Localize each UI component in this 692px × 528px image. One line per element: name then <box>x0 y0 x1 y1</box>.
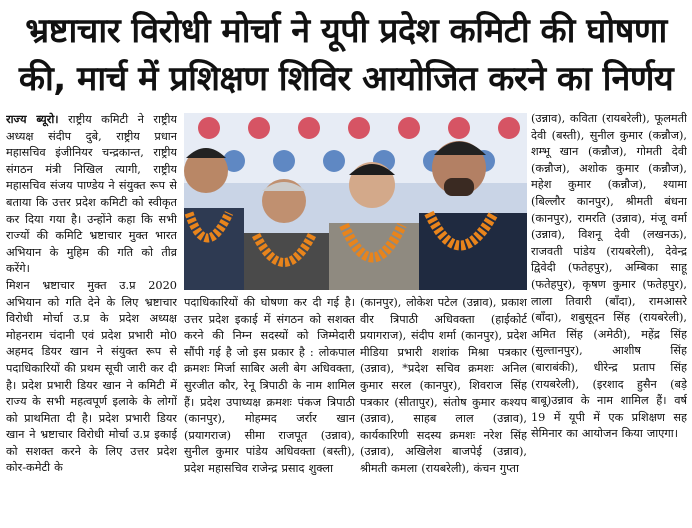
headline-line-1: भ्रष्टाचार विरोधी मोर्चा ने यूपी प्रदेश कमिटी की घोषणा <box>25 11 667 51</box>
headline-line-2: की, मार्च में प्रशिक्षण शिविर आयोजित करने का निर्णय <box>18 59 674 99</box>
article-paragraph: (उन्नाव), कविता (रायबरेली), फूलमती देवी (बस्ती), सुनील कुमार (कन्नौज), शम्भू खान (कन्नौज), गोमती देवी (कन्नौज), अशोक कुमार (कन्नौज), महेश कुमार (कन्नौज), श्यामा (बिल्लौर कानपुर), श्रीमती बंधना (कानपुर), रामरति (उन्नाव), मंजू वर्मा (उन्नाव), विशनू देवी (लखनऊ), राजवती पांडेय (रायबरेली), देवेन्द्र द्विवेदी (फतेहपुर), अम्बिका साहू (फतेहपुर), कृषण कुमार (फतेहपुर), लाला तिवारी (बाँदा), रामआसरे (बाँदा), शबुसूदन सिंह (रायबरेली), अमित सिंह (अमेठी), महेंद्र सिंह (सुल्तानपुर), आशीष सिंह (बाराबंकी), धीरेन्द्र प्रताप सिंह (रायबरेली), (इरशाद हुसैन (बड़े बाबू)उन्नाव के नाम शामिल हैं। <box>531 112 687 408</box>
headline <box>0 0 692 110</box>
article-paragraph: पदाधिकारियों की घोषणा कर दी गई है। उत्तर प्रदेश इकाई में संगठन को सशक्त करने की निम्न सदस्यों को जिम्मेदारी सौंपी गई है जो इस प्रकार है : लोकपाल क्रमशः मिर्जा साबिर अली बेग अधिवक्ता, सुरजीत कौर, रेनू त्रिपाठी के नाम शामिल हैं। प्रदेश उपाध्यक्ष क्रमशः पंकज त्रिपाठी (कानपुर), मोहम्मद जर्रार खान (प्रयागराज) सीमा राजपूत (उन्नाव), सुनील कुमार पांडेय अधिवक्ता (बस्ती), प्रदेश महासचिव राजेन्द्र प्रसाद शुक्ला <box>184 296 355 475</box>
group-photo-icon <box>184 113 527 290</box>
article-paragraph: राष्ट्रीय कमिटी ने राष्ट्रीय अध्यक्ष संदीप दुबे, राष्ट्रीय प्रधान महासचिव इंजीनियर चन्द्रकान्त, राष्ट्रीय संगठन मंत्री निखिल त्यागी, राष्ट्रीय महासचिव संजय पाण्डेय ने संयुक्त रूप से बताया कि उत्तर प्रदेश कमिटी को स्वीकृत कर दिया गया है। उन्होंने कहा कि सभी राज्यों की कमिटि भ्रष्टाचार मुक्त भारत अभियान के मुहिम की गति को तीव्र करेंगे। <box>6 113 177 276</box>
dateline: राज्य ब्यूरो। <box>6 112 59 126</box>
article-paragraph: मिशन भ्रष्टाचार मुक्त उ.प्र 2020 अभियान को गति देने के लिए भ्रष्टाचार विरोधी मोर्चा उ.प्र के प्रदेश अध्यक्ष मोहनराम चंदानी एवं प्रदेश प्रभारी मो0 अहमद डियर खान ने संयुक्त रूप से पदाधिकारियों की प्रथम सूची जारी कर दी है। प्रदेश प्रभारी डियर खान ने कमिटी में राज्य के सभी महत्वपूर्ण इलाके के लोगों को प्राथमिता दी है। प्रदेश प्रभारी डियर खान ने भ्रष्टाचार विरोधी मोर्चा उ.प्र इकाई को सशक्त करने के लिए उत्तर प्रदेश कोर-कमेटी के <box>6 278 177 475</box>
news-photo <box>184 113 527 290</box>
article-paragraph: (कानपुर), लोकेश पटेल (उन्नाव), प्रकाश वीर त्रिपाठी अधिवक्ता (हाईकोर्ट प्रयागराज), संदीप शर्मा (कानपुर), प्रदेश मीडिया प्रभारी शशांक मिश्रा पत्रकार (उन्नाव), *प्रदेश सचिव क्रमशः अनिल कुमार सरल (कानपुर), शिवराज सिंह पत्रकार (सीतापुर), संतोष कुमार कश्यप (उन्नाव), साहब लाल (उन्नाव), कार्यकारिणी सदस्य क्रमशः नरेश सिंह (उन्नाव), अखिलेश बाजपेई (उन्नाव), श्रीमती कमला (रायबरेली), कंचन गुप्ता <box>360 296 527 475</box>
article-column-4 <box>531 111 687 526</box>
article-column-1 <box>6 111 177 526</box>
article-column-3 <box>360 295 527 526</box>
article-column-2 <box>184 295 355 526</box>
article-paragraph: वर्ष 19 में यूपी में एक प्रशिक्षण सह सेमिनार का आयोजन किया जाएगा। <box>531 394 687 441</box>
